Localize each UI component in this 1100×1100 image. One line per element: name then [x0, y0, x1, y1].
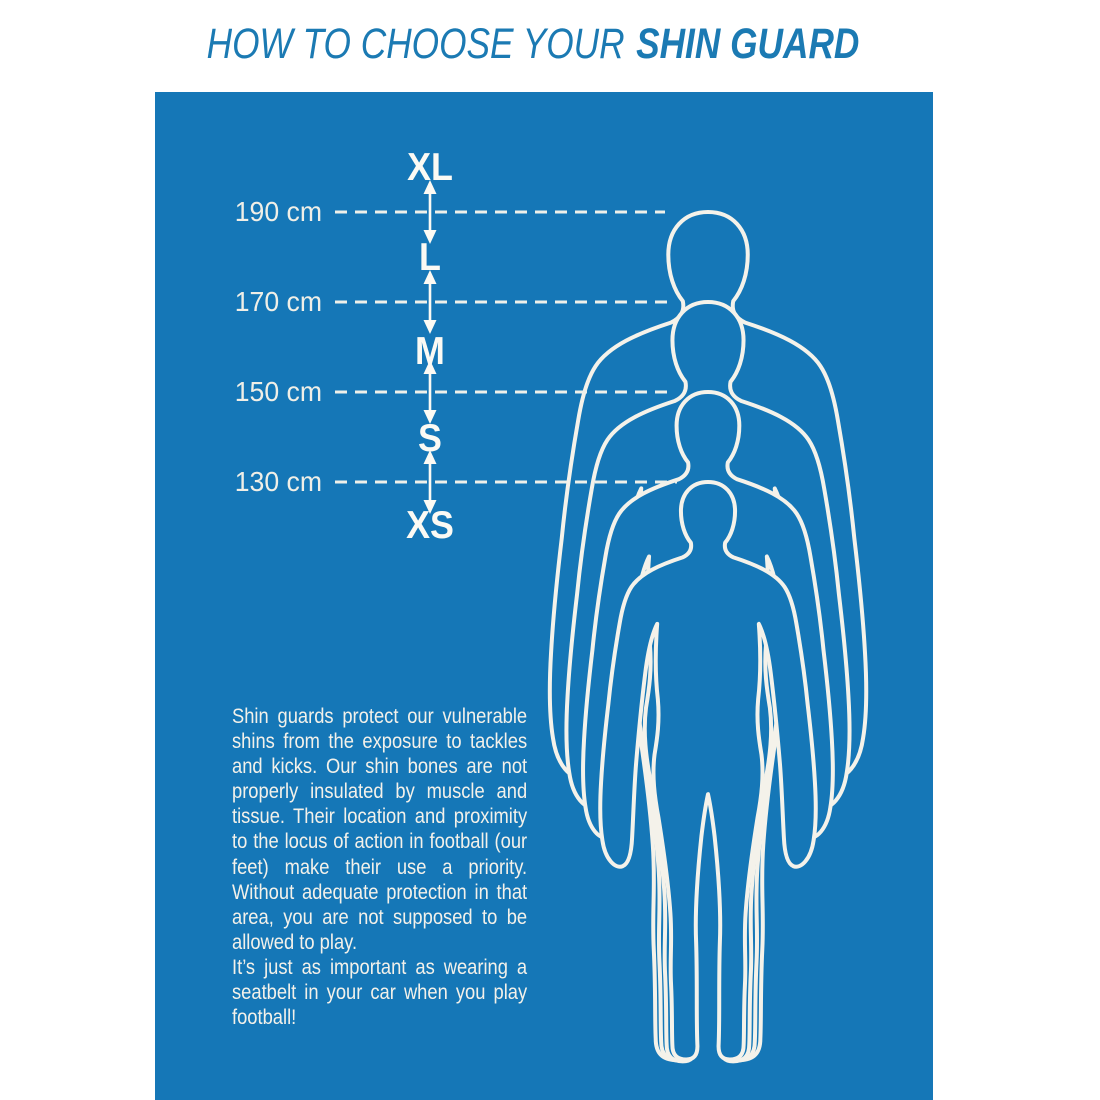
page-title-text: [207, 20, 860, 69]
height-mark-150: 150 cm: [234, 376, 322, 407]
size-chart-panel: [155, 92, 933, 1100]
shin-guard-description: [232, 704, 527, 1030]
size-label-xs: XS: [406, 504, 454, 547]
size-label-xl: XL: [407, 146, 453, 189]
title-product-name: SHIN GUARD: [636, 20, 860, 68]
height-mark-170: 170 cm: [234, 286, 322, 317]
size-label-l: L: [419, 236, 441, 279]
title-prefix: HOW TO CHOOSE YOUR: [206, 20, 625, 68]
height-mark-190: 190 cm: [234, 196, 322, 227]
page-title: [0, 20, 1083, 69]
size-label-s: S: [418, 417, 442, 460]
height-mark-130: 130 cm: [234, 466, 322, 497]
description-paragraph-1: Shin guards protect our vulnerable shins from the exposure to tackles and kicks. Our shin bones are not properly insulated by muscle and tissue. Their location and proximity to the locus of action in football (our feet) make their use a priority. Without adequate protection in that area, you are not supposed to be allowed to play.: [232, 704, 528, 954]
size-label-m: M: [415, 330, 445, 373]
description-paragraph-2: It’s just as important as wearing a seatbelt in your car when you play football!: [232, 954, 528, 1030]
